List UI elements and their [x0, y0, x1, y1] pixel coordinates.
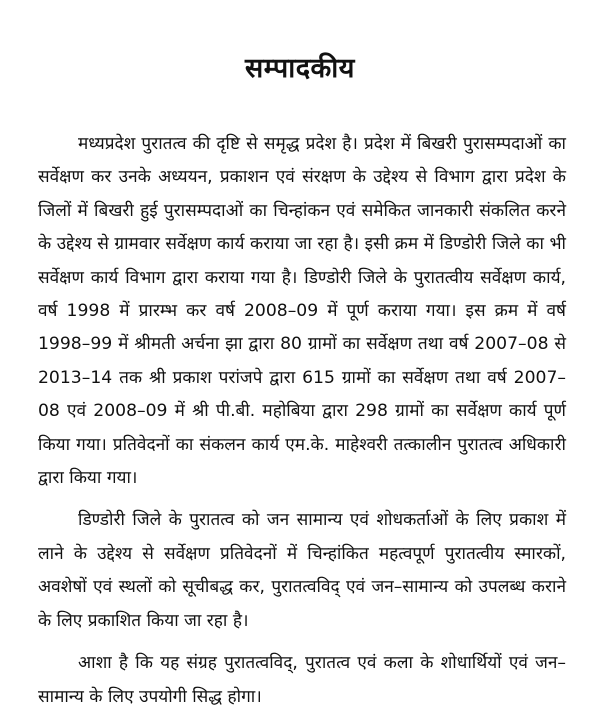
editorial-body: [38, 128, 566, 723]
paragraph-closing: आशा है कि यह संग्रह पुरातत्वविद्, पुरातत्व एवं कला के शोधार्थियों एवं जन–सामान्य के लिए उपयोगी सिद्ध होगा।: [38, 653, 566, 707]
page-title: सम्पादकीय: [245, 53, 355, 84]
paragraph-purpose: डिण्डोरी जिले के पुरातत्व को जन सामान्य एवं शोधकर्ताओं के लिए प्रकाश में लाने के उद्देश्य से सर्वेक्षण प्रतिवेदनों में चिन्हांकित महत्वपूर्ण पुरातत्वीय स्मारकों, अवशेषों एवं स्थलों को सूचीबद्ध कर, पुरातत्वविद् एवं जन–सामान्य को उपलब्ध कराने के लिए प्रकाशित किया जा रहा है।: [38, 510, 566, 631]
paragraph-intro: मध्यप्रदेश पुरातत्व की दृष्टि से समृद्ध प्रदेश है। प्रदेश में बिखरी पुरासम्पदाओं का सर्वेक्षण कर उनके अध्ययन, प्रकाशन एवं संरक्षण के उद्देश्य से विभाग द्वारा प्रदेश के जिलों में बिखरी हुई पुरासम्पदाओं का चिन्हांकन एवं समेकित जानकारी संकलित करने के उद्देश्य से ग्रामवार सर्वेक्षण कार्य कराया जा रहा है। इसी क्रम में डिण्डोरी जिले का भी सर्वेक्षण कार्य विभाग द्वारा कराया गया है। डिण्डोरी जिले के पुरातत्वीय सर्वेक्षण कार्य, वर्ष 1998 में प्रारम्भ कर वर्ष 2008–09 में पूर्ण कराया गया। इस क्रम में वर्ष 1998–99 में श्रीमती अर्चना झा द्वारा 80 ग्रामों का सर्वेक्षण तथा वर्ष 2007–08 से 2013–14 तक श्री प्रकाश परांजपे द्वारा 615 ग्रामों का सर्वेक्षण तथा वर्ष 2007–08 एवं 2008–09 में श्री पी.बी. महोबिया द्वारा 298 ग्रामों का सर्वेक्षण कार्य पूर्ण किया गया। प्रतिवेदनों का संकलन कार्य एम.के. माहेश्वरी तत्कालीन पुरातत्व अधिकारी द्वारा किया गया।: [38, 134, 566, 489]
